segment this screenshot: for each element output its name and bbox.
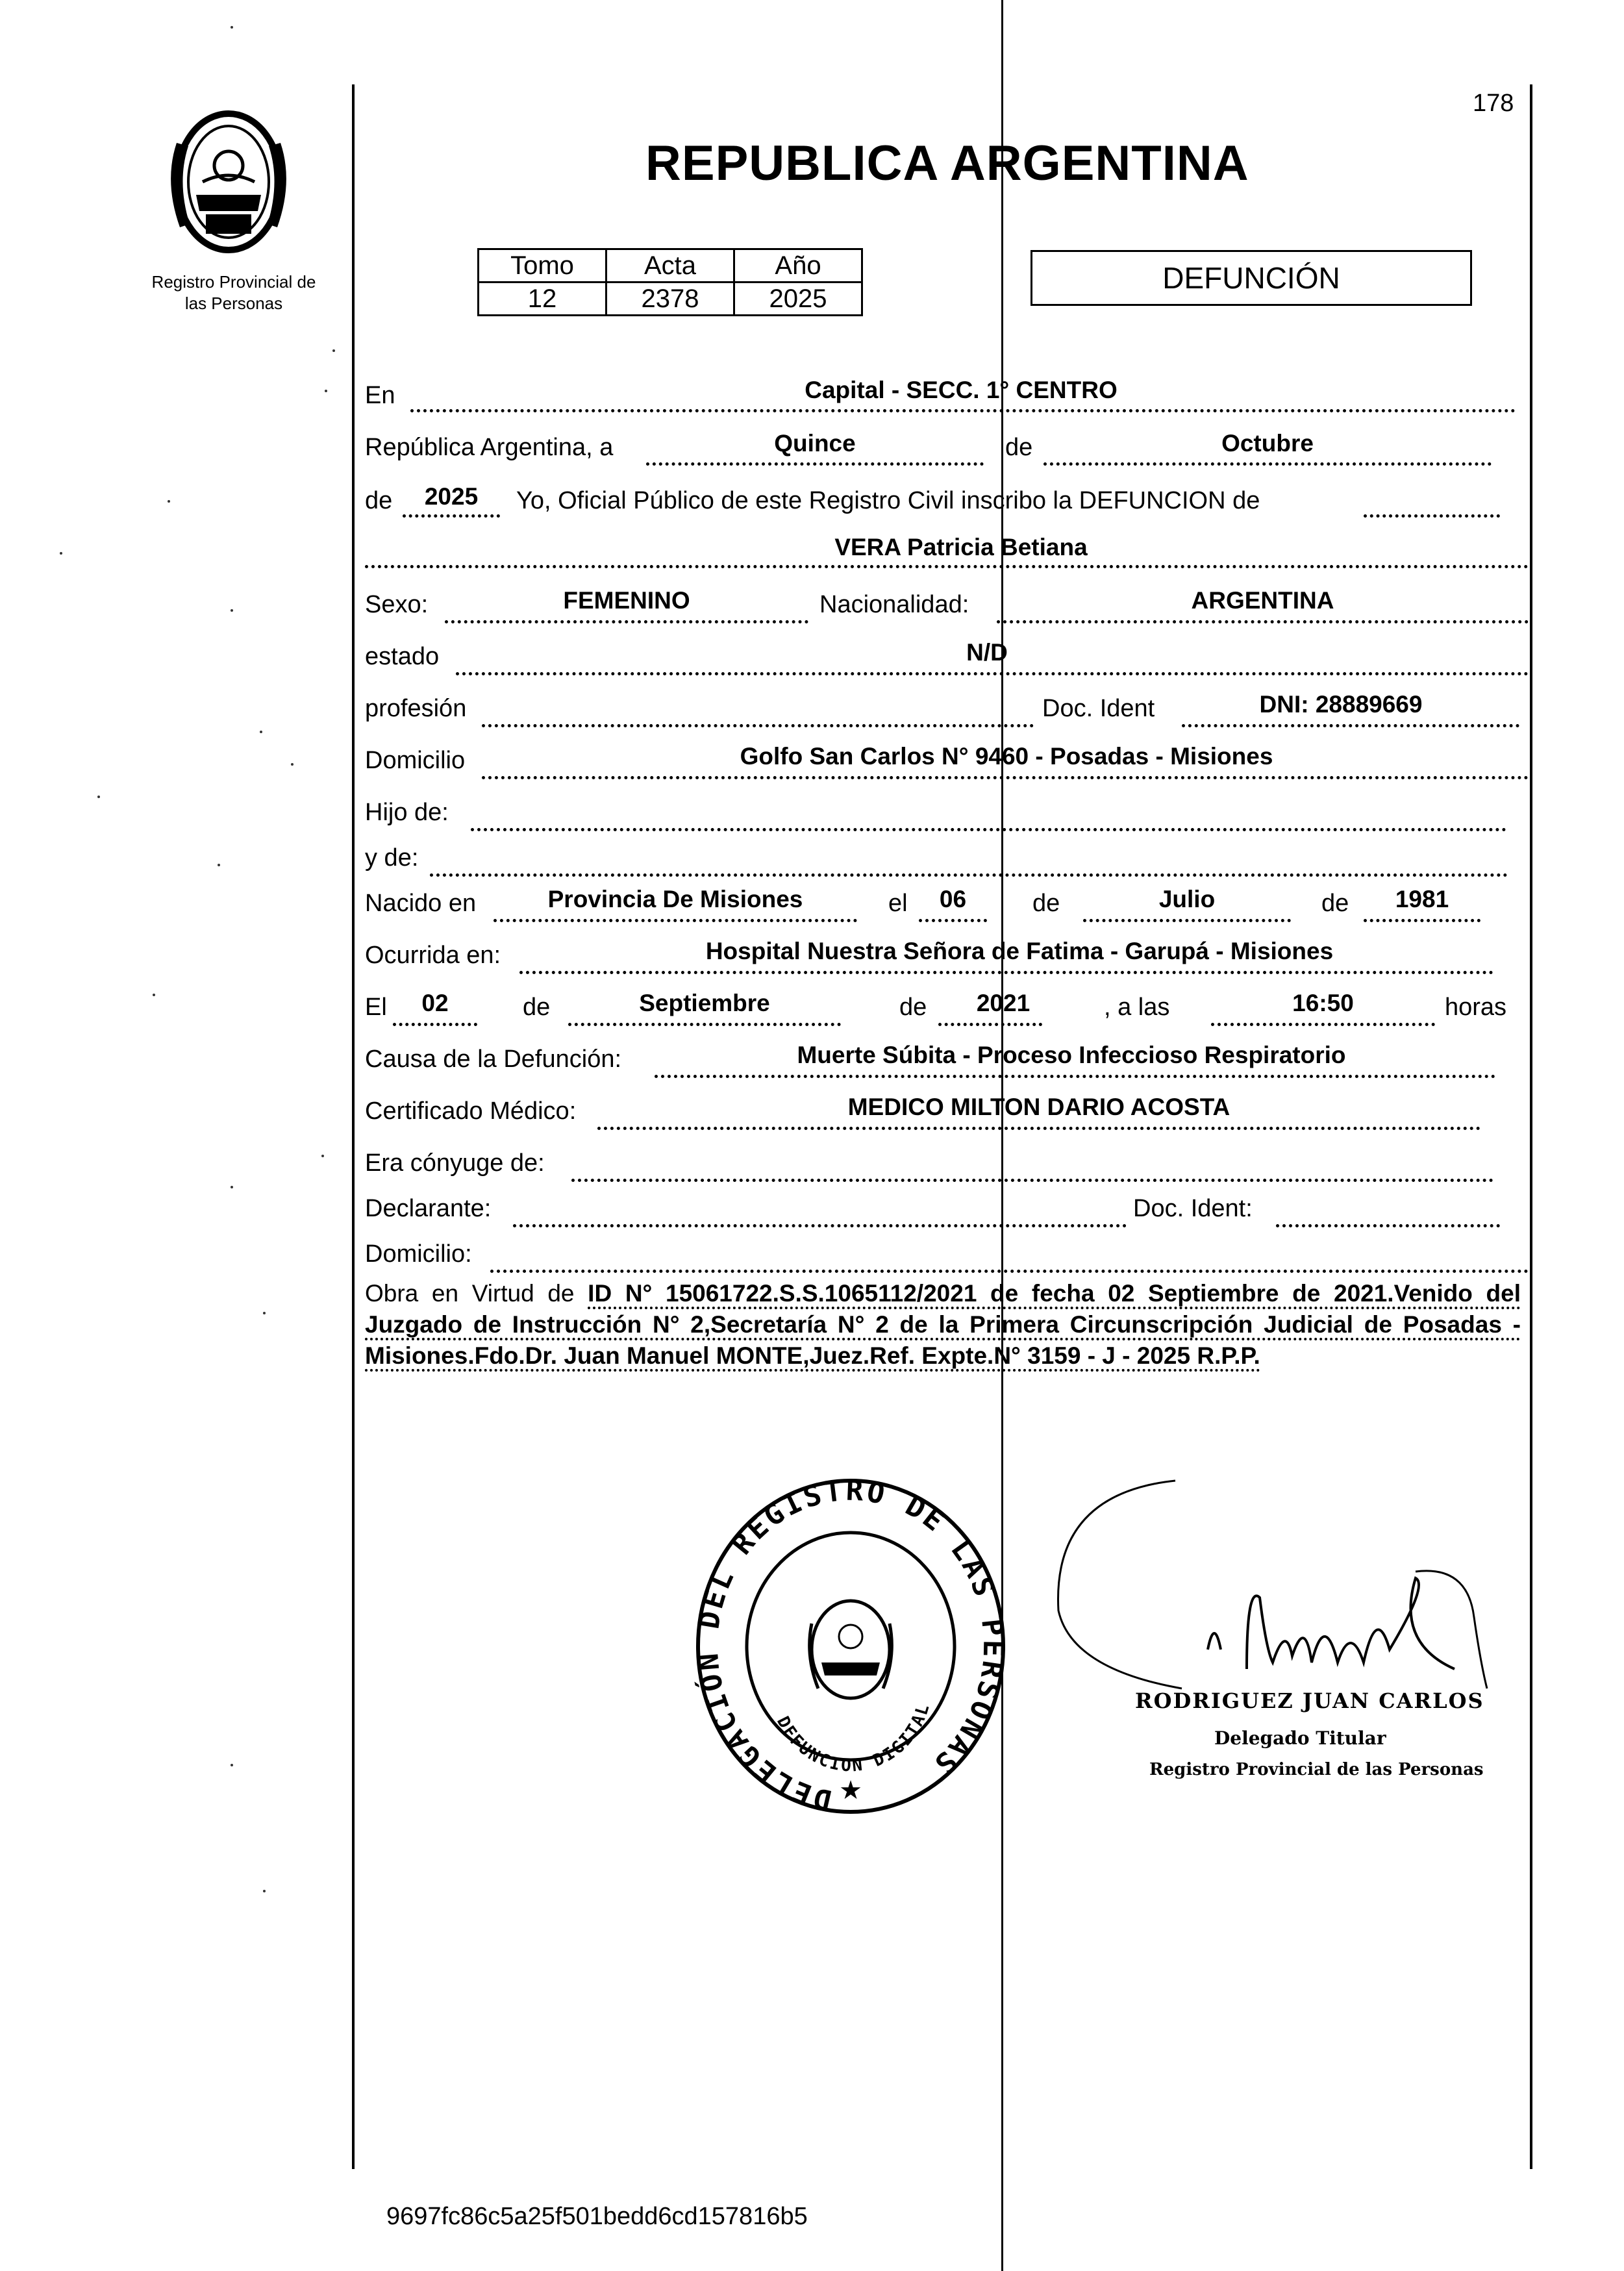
org-label-line2: las Personas [184, 294, 283, 313]
certificado-label: Certificado Médico: [365, 1098, 577, 1125]
en-label: En [365, 382, 395, 409]
certificado-value: MEDICO MILTON DARIO ACOSTA [847, 1094, 1230, 1120]
month-de-label: de [1005, 434, 1033, 461]
org-label-line1: Registro Provincial de [151, 272, 316, 292]
sexo-value: FEMENINO [563, 587, 690, 614]
location-value: Capital - SECC. 1° CENTRO [805, 377, 1118, 403]
domicilio-label: Domicilio [365, 747, 466, 774]
document-hash: 9697fc86c5a25f501bedd6cd157816b5 [386, 2203, 808, 2230]
inscribo-text: Yo, Oficial Público de este Registro Civil inscribo la DEFUNCION de [516, 487, 1260, 514]
birth-de1-label: de [1032, 890, 1060, 917]
tomo-value: 12 [479, 282, 606, 316]
page-title: REPUBLICA ARGENTINA [645, 136, 1249, 191]
svg-text:DEFUNCION DIGITAL [773, 1700, 934, 1775]
day-word-value: Quince [774, 430, 856, 457]
birth-month-value: Julio [1158, 886, 1216, 912]
stamp-inner-text: DEFUNCION DIGITAL [772, 1700, 934, 1776]
birth-de2-label: de [1321, 890, 1349, 917]
causa-value: Muerte Súbita - Proceso Infeccioso Respiratorio [797, 1042, 1346, 1068]
declarante-domicilio-label: Domicilio: [365, 1240, 472, 1268]
record-table-value-row [479, 282, 862, 316]
acta-value: 2378 [606, 282, 734, 316]
doc-ident-label: Doc. Ident [1042, 695, 1155, 722]
record-table-header-row [479, 249, 862, 282]
year-value: 2025 [424, 483, 479, 510]
stamp-ring-text: DELEGACIÓN DEL REGISTRO DE LAS PERSONAS [691, 1474, 1010, 1817]
death-de2-label: de [899, 994, 927, 1021]
handwritten-signature [1013, 1455, 1506, 1727]
obra-prefix: Obra en Virtud de [365, 1280, 588, 1307]
nacido-en-label: Nacido en [365, 890, 477, 917]
signatory-title: Delegado Titular [1214, 1727, 1386, 1749]
death-month-value: Septiembre [639, 990, 770, 1016]
ocurrida-en-label: Ocurrida en: [365, 942, 501, 969]
republica-label: República Argentina, a [365, 434, 614, 461]
domicilio-value: Golfo San Carlos N° 9460 - Posadas - Misiones [740, 743, 1273, 770]
right-margin-rule [1530, 84, 1532, 2169]
misiones-coat-of-arms-logo [151, 104, 306, 260]
death-de1-label: de [523, 994, 551, 1021]
nacionalidad-value: ARGENTINA [1191, 587, 1334, 614]
page-number: 178 [1473, 90, 1514, 117]
registry-official-stamp [688, 1474, 1013, 1825]
signatory-organization: Registro Provincial de las Personas [1149, 1760, 1484, 1779]
ano-value: 2025 [734, 282, 862, 316]
death-day-value: 02 [421, 990, 449, 1016]
nacionalidad-label: Nacionalidad: [819, 591, 969, 618]
left-margin-rule [352, 84, 355, 2169]
tomo-header: Tomo [479, 249, 606, 282]
sexo-label: Sexo: [365, 591, 429, 618]
conyuge-label: Era cónyuge de: [365, 1149, 545, 1177]
certificate-type-box: DEFUNCIÓN [1031, 250, 1472, 306]
birth-year-value: 1981 [1395, 886, 1449, 912]
declarante-doc-label: Doc. Ident: [1133, 1195, 1253, 1222]
causa-label: Causa de la Defunción: [365, 1046, 622, 1073]
death-el-label: El [365, 994, 387, 1021]
birth-day-value: 06 [939, 886, 967, 912]
declarante-label: Declarante: [365, 1195, 492, 1222]
hijo-de-label: Hijo de: [365, 799, 449, 826]
record-table [477, 248, 863, 316]
acta-header: Acta [606, 249, 734, 282]
svg-text:★: ★ [839, 1775, 862, 1805]
signatory-name: RODRIGUEZ JUAN CARLOS [1135, 1688, 1484, 1713]
death-time-value: 16:50 [1292, 990, 1354, 1016]
estado-label: estado [365, 643, 440, 670]
year-de-label: de [365, 487, 393, 514]
registry-org-label [117, 271, 351, 314]
a-las-label: , a las [1104, 994, 1170, 1021]
y-de-label: y de: [365, 844, 419, 872]
center-fold-line [1001, 0, 1003, 2271]
month-word-value: Octubre [1221, 430, 1314, 457]
legal-basis-paragraph [365, 1278, 1521, 1372]
death-year-value: 2021 [976, 990, 1031, 1016]
horas-label: horas [1445, 994, 1507, 1021]
obra-text: ID N° 15061722.S.S.1065112/2021 de fecha 02 Septiembre de 2021.Venido del Juzgado de Instrucción N° 2,Secretaría N° 2 de la Primera Circunscripción Judicial de Posadas - Misiones.Fdo.Dr. Juan Manuel MONTE,Juez.Ref. Expte.N° 3159 - J - 2025 R.P.P. [365, 1280, 1521, 1372]
death-place-value: Hospital Nuestra Señora de Fatima - Garupá - Misiones [705, 938, 1334, 964]
deceased-name-value: VERA Patricia Betiana [834, 534, 1088, 560]
profesion-label: profesión [365, 695, 467, 722]
doc-ident-value: DNI: 28889669 [1259, 691, 1423, 718]
birthplace-value: Provincia De Misiones [547, 886, 803, 912]
birth-el-label: el [888, 890, 908, 917]
ano-header: Año [734, 249, 862, 282]
estado-value: N/D [966, 639, 1008, 666]
